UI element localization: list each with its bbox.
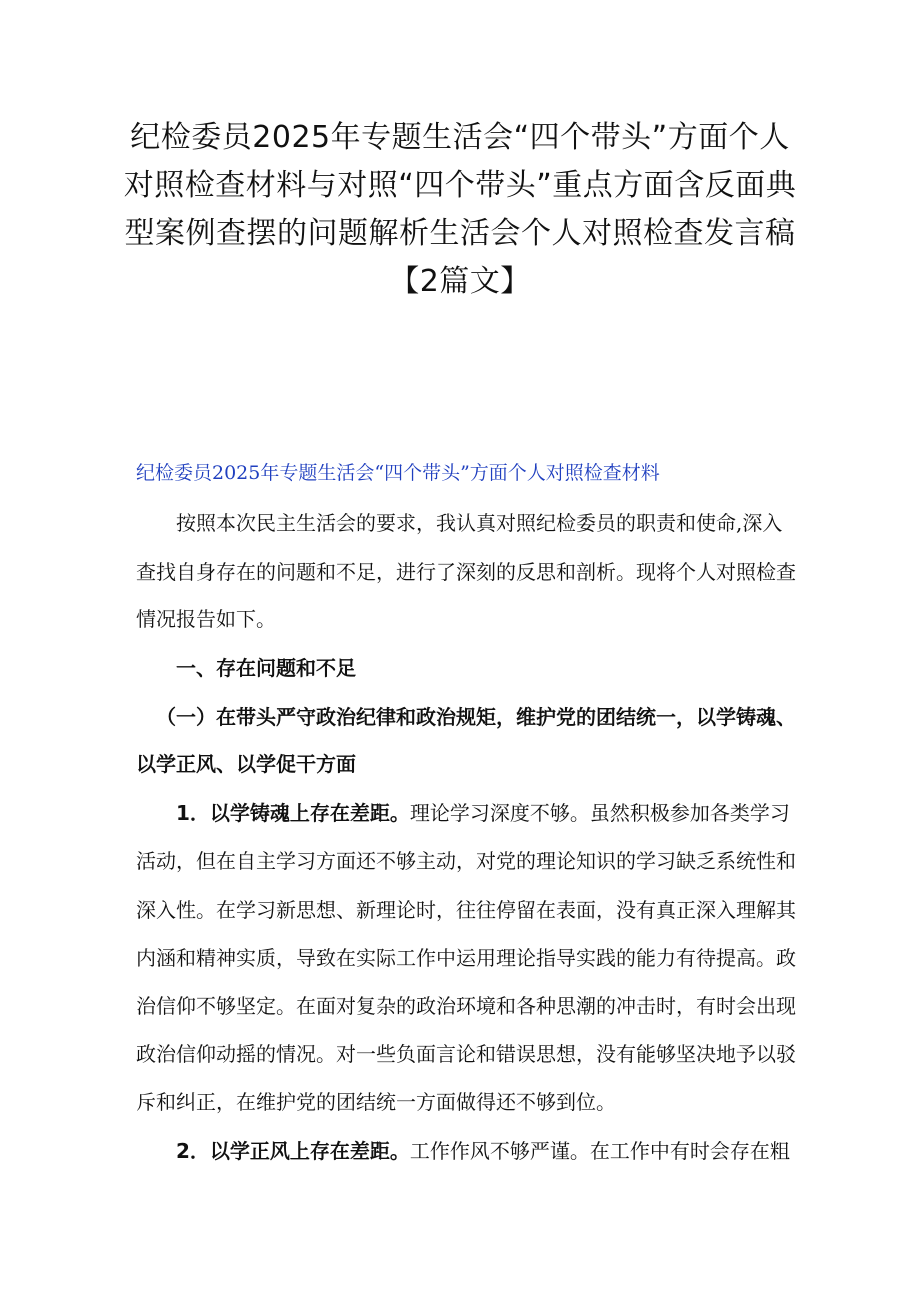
item1-first-line-rest: 理论学习深度不够。虽然积极参加各类学习 — [409, 801, 790, 825]
intro-line: 情况报告如下。 — [136, 607, 276, 631]
intro-line: 按照本次民主生活会的要求，我认真对照纪检委员的职责和使命,深入 — [176, 511, 783, 535]
intro-line: 查找自身存在的问题和不足，进行了深刻的反思和剖析。现将个人对照检查 — [136, 560, 796, 584]
item1-line: 治信仰不够坚定。在面对复杂的政治环境和各种思潮的冲击时，有时会出现 — [136, 994, 796, 1018]
title-line: 对照检查材料与对照“四个带头”重点方面含反面典 — [123, 168, 797, 203]
item1-line: 内涵和精神实质，导致在实际工作中运用理论指导实践的能力有待提高。政 — [136, 946, 796, 970]
item1-lead: 1．以学铸魂上存在差距。 — [176, 801, 410, 825]
item1-line: 政治信仰动摇的情况。对一些负面言论和错误思想，没有能够坚决地予以驳 — [136, 1042, 796, 1066]
section-heading: 纪检委员2025年专题生活会“四个带头”方面个人对照检查材料 — [136, 462, 660, 484]
item1-line: 深入性。在学习新思想、新理论时，往往停留在表面，没有真正深入理解其 — [136, 898, 796, 922]
subsection-heading-line: （一）在带头严守政治纪律和政治规矩，维护党的团结统一，以学铸魂、 — [156, 705, 796, 729]
title-line: 【2篇文】 — [389, 264, 531, 299]
document-title — [120, 114, 800, 306]
item2-lead: 2．以学正风上存在差距。 — [176, 1139, 410, 1163]
title-line: 纪检委员2025年专题生活会“四个带头”方面个人 — [130, 120, 790, 155]
item1-first-line — [176, 798, 790, 828]
subsection-heading-line: 以学正风、以学促干方面 — [136, 752, 356, 776]
item2-first-line-rest: 工作作风不够严谨。在工作中有时会存在粗 — [409, 1139, 790, 1163]
item1-line: 斥和纠正，在维护党的团结统一方面做得还不够到位。 — [136, 1090, 616, 1114]
item2-first-line — [176, 1136, 790, 1166]
title-line: 型案例查摆的问题解析生活会个人对照检查发言稿 — [124, 216, 796, 251]
item1-line: 活动，但在自主学习方面还不够主动，对党的理论知识的学习缺乏系统性和 — [136, 849, 796, 873]
part1-heading: 一、存在问题和不足 — [176, 656, 356, 680]
